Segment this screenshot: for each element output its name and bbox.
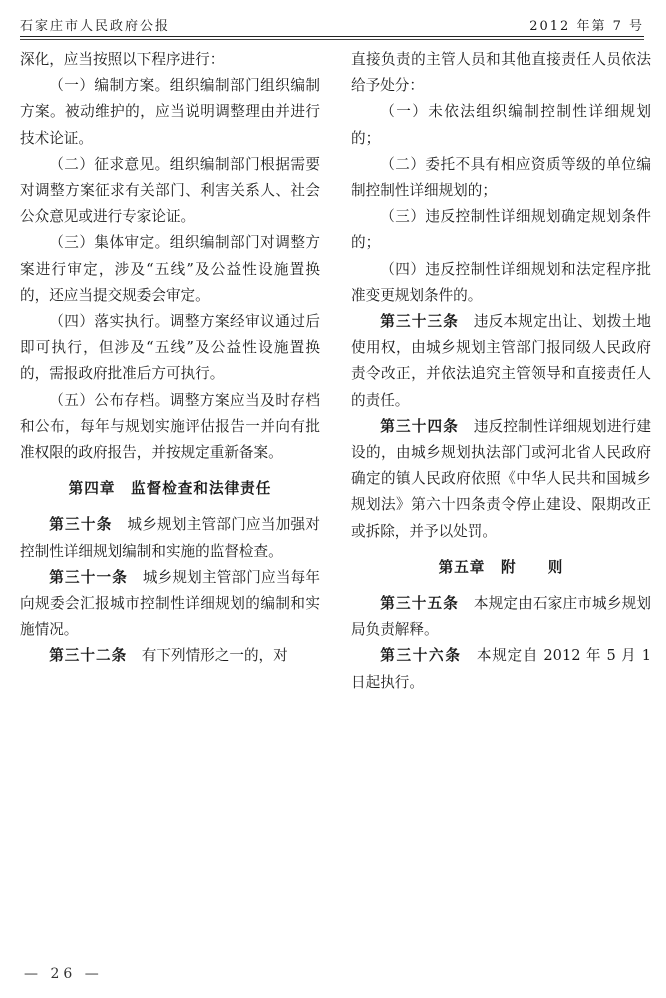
article-body: 城乡规划主管部门应当每年向规委会汇报城市控制性详细规划的编制和实施情况。	[20, 568, 320, 639]
paragraph: （五）公布存档。调整方案应当及时存档和公布，每年与规划实施评估报告一并向有批准权限的政府报告，并按规定重新备案。	[20, 391, 320, 462]
article-title: 第三十四条	[380, 417, 460, 435]
article-body: 违反控制性详细规划进行建设的，由城乡规划执法部门或河北省人民政府确定的镇人民政府依照《中华人民共和国城乡规划法》第六十四条责令停止建设、限期改正或拆除，并予以处罚。	[351, 417, 651, 540]
article-body: 有下列情形之一的，对	[141, 647, 288, 665]
article-title: 第三十条	[49, 516, 113, 534]
article-body: 违反本规定出让、划拨土地使用权，由城乡规划主管部门报同级人民政府责令改正，并依法追究主管领导和直接责任人的责任。	[351, 313, 651, 409]
paragraph: （三）集体审定。组织编制部门对调整方案进行审定，涉及“五线”及公益性设施置换的，还应当提交规委会审定。	[20, 234, 320, 304]
paragraph: （二）征求意见。组织编制部门根据需要对调整方案征求有关部门、利害关系人、社会公众意见或进行专家论证。	[20, 155, 320, 226]
paragraph: （二）委托不具有相应资质等级的单位编制控制性详细规划的；	[351, 155, 651, 200]
article-36	[351, 643, 651, 695]
header-rule-thin	[20, 39, 644, 40]
paragraph: （四）落实执行。调整方案经审议通过后即可执行，但涉及“五线”及公益性设施置换的，需报政府批准后方可执行。	[20, 313, 320, 383]
article-title: 第三十五条	[380, 595, 460, 613]
right-column	[351, 47, 651, 696]
article-35	[351, 591, 651, 643]
chapter-heading: 第四章 监督检查和法律责任	[68, 480, 272, 498]
issue-number: 2012 年第 7 号	[529, 19, 644, 34]
paragraph: 深化，应当按照以下程序进行：	[20, 51, 225, 68]
article-title: 第三十六条	[380, 647, 462, 665]
article-31	[20, 565, 320, 644]
paragraph: （一）未依法组织编制控制性详细规划的；	[351, 103, 651, 147]
article-34	[351, 414, 651, 545]
paragraph: （四）违反控制性详细规划和法定程序批准变更规划条件的。	[351, 260, 651, 304]
paragraph: 直接负责的主管人员和其他直接责任人员依法给予处分：	[351, 51, 651, 95]
page-number: — 26 —	[24, 966, 103, 982]
article-33	[351, 309, 651, 414]
article-32	[20, 643, 320, 669]
article-body: 本规定自 2012 年 5 月 1 日起执行。	[351, 647, 651, 691]
publication-title: 石家庄市人民政府公报	[20, 19, 171, 34]
article-body: 本规定由石家庄市城乡规划局负责解释。	[351, 595, 651, 639]
paragraph: （一）编制方案。组织编制部门组织编制方案。被动维护的，应当说明调整理由并进行技术论证。	[20, 77, 320, 147]
article-body: 城乡规划主管部门应当加强对控制性详细规划编制和实施的监督检查。	[20, 516, 320, 560]
paragraph: （三）违反控制性详细规划确定规划条件的；	[351, 208, 651, 252]
header-rule-thick	[20, 36, 644, 37]
article-title: 第三十一条	[49, 568, 129, 586]
article-title: 第三十三条	[380, 313, 460, 331]
article-30	[20, 512, 320, 564]
chapter-heading: 第五章 附 则	[438, 558, 564, 576]
article-title: 第三十二条	[49, 647, 128, 665]
left-column	[20, 47, 320, 670]
page-header	[20, 12, 644, 34]
